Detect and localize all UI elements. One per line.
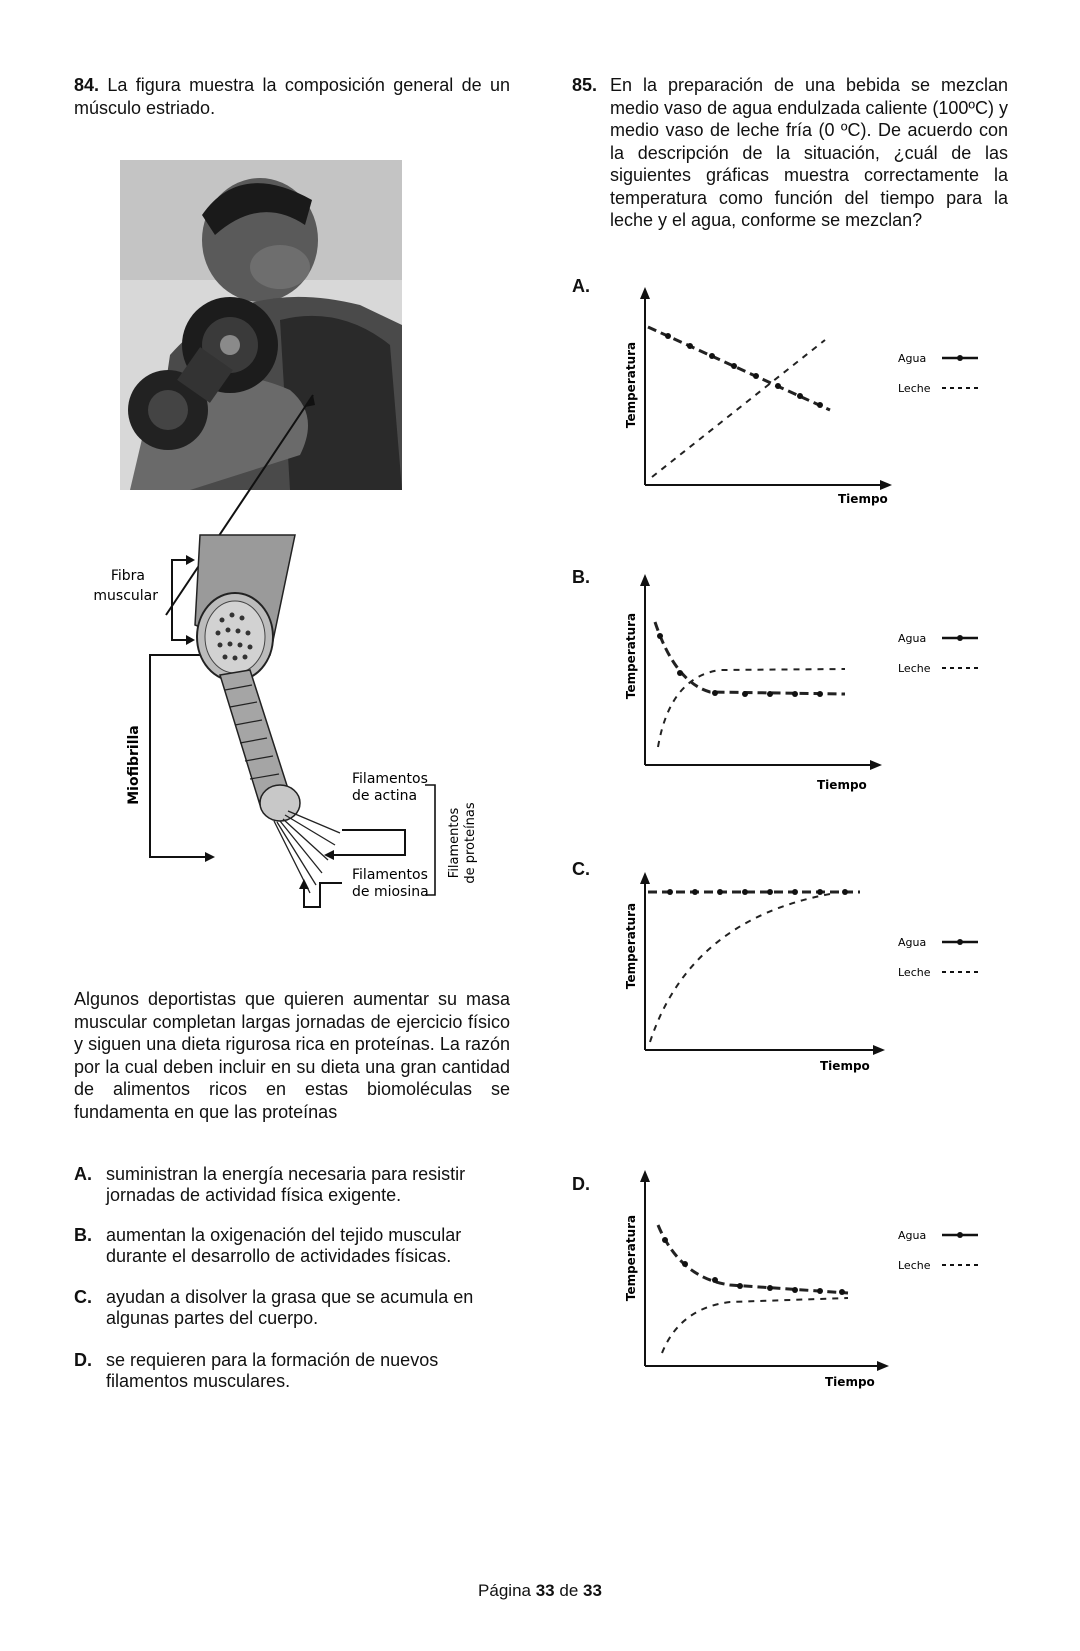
graph-d-legend-leche: Leche xyxy=(898,1259,931,1272)
graph-a-ylabel: Temperatura xyxy=(624,341,638,429)
option-letter: B. xyxy=(74,1225,92,1245)
q84-stem-text: La figura muestra la composición general de un músculo estriado. xyxy=(74,75,510,118)
label-proteinas-2: de proteínas xyxy=(463,802,478,884)
option-letter: C. xyxy=(74,1287,92,1307)
q84-context: Algunos deportistas que quieren aumentar su masa muscular completan largas jornadas de ejercicio físico y siguen una dieta rigurosa rica en proteínas. La razón por la cual deben incluir en su dieta una gran cantidad de alimentos ricos en estas biomoléculas se fundamenta en que las proteínas xyxy=(74,989,510,1122)
graph-d-legend-agua: Agua xyxy=(898,1229,927,1242)
footer-middle: de xyxy=(559,1581,579,1600)
graph-a-letter: A. xyxy=(572,276,590,296)
q85-stem xyxy=(572,74,1008,232)
q84-stem xyxy=(74,74,510,119)
athlete-photo xyxy=(120,160,402,490)
muscle-figure xyxy=(90,155,520,965)
label-miofibrilla: Miofibrilla xyxy=(126,725,142,805)
graph-c[interactable] xyxy=(620,870,1000,1090)
graph-a-legend-agua: Agua xyxy=(898,352,927,365)
footer-page: 33 xyxy=(535,1581,555,1600)
graph-c-legend-leche: Leche xyxy=(898,966,931,979)
graph-a-xlabel: Tiempo xyxy=(838,492,888,506)
graph-b-letter: B. xyxy=(572,567,590,587)
label-miosina-2: de miosina xyxy=(352,884,429,900)
q84-number: 84. xyxy=(74,75,100,95)
graph-c-ylabel: Temperatura xyxy=(624,902,638,990)
label-fibra-1: Fibra xyxy=(110,568,145,584)
graph-d-ylabel: Temperatura xyxy=(624,1214,638,1302)
label-actina-2: de actina xyxy=(352,788,418,804)
label-proteinas-1: Filamentos xyxy=(447,807,462,879)
graph-c-letter: C. xyxy=(572,859,590,879)
q85-stem-text: En la preparación de una bebida se mezclan medio vaso de agua endulzada caliente (100ºC) y medio vaso de leche fría (0 ºC). De acuerdo con la descripción de la situación, ¿cuál de las siguientes gráficas muestra correctamente la temperatura como función del tiempo para la leche y el agua, conforme se mezclan? xyxy=(610,75,1008,230)
footer-total: 33 xyxy=(583,1581,602,1600)
graph-b-xlabel: Tiempo xyxy=(817,778,867,792)
graph-d-letter: D. xyxy=(572,1174,590,1194)
q84-option-c[interactable] xyxy=(74,1287,510,1329)
label-miosina-1: Filamentos xyxy=(352,867,428,883)
page-footer xyxy=(0,1581,1080,1601)
option-text: suministran la energía necesaria para resistir jornadas de actividad física exigente. xyxy=(106,1164,466,1205)
graph-c-legend-agua: Agua xyxy=(898,936,927,949)
graph-b-legend-leche: Leche xyxy=(898,662,931,675)
label-actina-1: Filamentos xyxy=(352,771,428,787)
option-letter: A. xyxy=(74,1164,92,1184)
option-text: ayudan a disolver la grasa que se acumula en algunas partes del cuerpo. xyxy=(106,1287,474,1328)
graph-b[interactable] xyxy=(620,572,1000,802)
graph-b-legend-agua: Agua xyxy=(898,632,927,645)
graph-b-ylabel: Temperatura xyxy=(624,612,638,700)
q84-option-a[interactable] xyxy=(74,1164,510,1206)
graph-a[interactable] xyxy=(620,285,1000,515)
option-letter: D. xyxy=(74,1350,92,1370)
graph-c-xlabel: Tiempo xyxy=(820,1059,870,1073)
q84-option-b[interactable] xyxy=(74,1225,510,1267)
muscle-fiber-illustration xyxy=(195,535,340,893)
footer-prefix: Página xyxy=(478,1581,531,1600)
graph-d-xlabel: Tiempo xyxy=(825,1375,875,1389)
graph-a-legend-leche: Leche xyxy=(898,382,931,395)
graph-d[interactable] xyxy=(620,1168,1000,1398)
q85-number: 85. xyxy=(572,75,598,95)
q84-option-d[interactable] xyxy=(74,1350,510,1392)
option-text: aumentan la oxigenación del tejido muscular durante el desarrollo de actividades físicas. xyxy=(106,1225,462,1266)
option-text: se requieren para la formación de nuevos filamentos musculares. xyxy=(106,1350,439,1391)
label-fibra-2: muscular xyxy=(93,588,158,604)
